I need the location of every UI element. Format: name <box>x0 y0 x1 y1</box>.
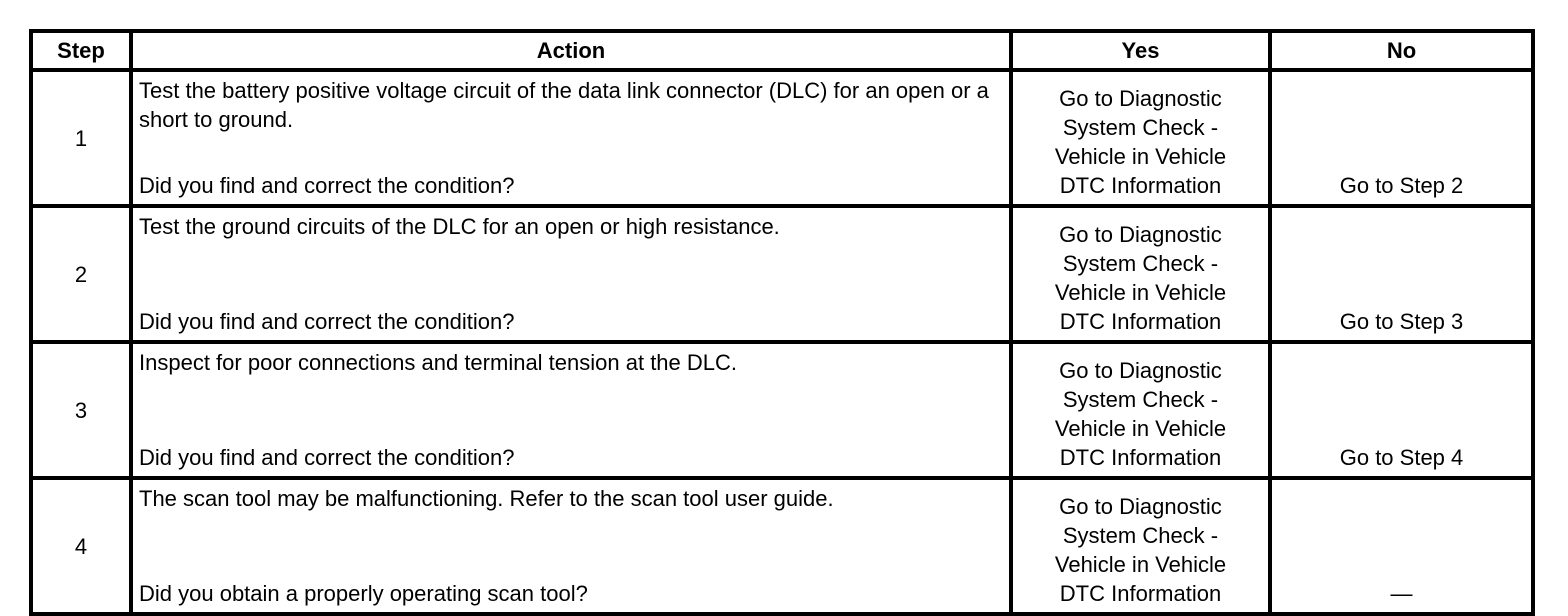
yes-line: Vehicle in Vehicle <box>1054 144 1227 169</box>
table-row <box>31 478 1533 614</box>
yes-cell <box>1011 70 1270 206</box>
yes-line: System Check - <box>1062 251 1219 276</box>
question-text: Did you find and correct the condition? <box>139 445 515 470</box>
header-no: No <box>1270 31 1533 70</box>
action-text: Inspect for poor connections and terminal tension at the DLC. <box>139 350 738 375</box>
action-text: Test the ground circuits of the DLC for an open or high resistance. <box>139 214 780 239</box>
table-row <box>31 70 1533 206</box>
yes-line: Vehicle in Vehicle <box>1054 552 1227 577</box>
no-cell: Go to Step 2 <box>1270 70 1533 206</box>
yes-line: DTC Information <box>1059 445 1222 470</box>
header-action: Action <box>131 31 1011 70</box>
action-cell <box>131 70 1011 206</box>
question-text: Did you find and correct the condition? <box>139 173 515 198</box>
no-cell: Go to Step 4 <box>1270 342 1533 478</box>
question-text: Did you find and correct the condition? <box>139 309 515 334</box>
header-step: Step <box>31 31 131 70</box>
header-yes: Yes <box>1011 31 1270 70</box>
action-cell <box>131 342 1011 478</box>
header-row <box>31 31 1533 70</box>
no-cell: — <box>1270 478 1533 614</box>
yes-line: System Check - <box>1062 115 1219 140</box>
table-row <box>31 206 1533 342</box>
question-text: Did you obtain a properly operating scan tool? <box>139 581 588 606</box>
no-cell: Go to Step 3 <box>1270 206 1533 342</box>
yes-line: DTC Information <box>1059 173 1222 198</box>
yes-line: Go to Diagnostic <box>1059 222 1222 247</box>
step-number: 2 <box>31 206 131 342</box>
yes-cell <box>1011 206 1270 342</box>
step-number: 1 <box>31 70 131 206</box>
yes-line: System Check - <box>1062 387 1219 412</box>
yes-line: Vehicle in Vehicle <box>1054 416 1227 441</box>
yes-cell <box>1011 342 1270 478</box>
yes-line: Vehicle in Vehicle <box>1054 280 1227 305</box>
diagnostic-table <box>29 29 1535 616</box>
step-number: 3 <box>31 342 131 478</box>
action-text: The scan tool may be malfunctioning. Refer to the scan tool user guide. <box>139 486 834 511</box>
action-text: Test the battery positive voltage circuit of the data link connector (DLC) for an open or a short to ground. <box>139 78 989 132</box>
yes-line: DTC Information <box>1059 309 1222 334</box>
yes-line: Go to Diagnostic <box>1059 494 1222 519</box>
yes-line: System Check - <box>1062 523 1219 548</box>
yes-line: DTC Information <box>1059 581 1222 606</box>
table-row <box>31 342 1533 478</box>
yes-line: Go to Diagnostic <box>1059 86 1222 111</box>
action-cell <box>131 206 1011 342</box>
step-number: 4 <box>31 478 131 614</box>
yes-line: Go to Diagnostic <box>1059 358 1222 383</box>
yes-cell <box>1011 478 1270 614</box>
action-cell <box>131 478 1011 614</box>
